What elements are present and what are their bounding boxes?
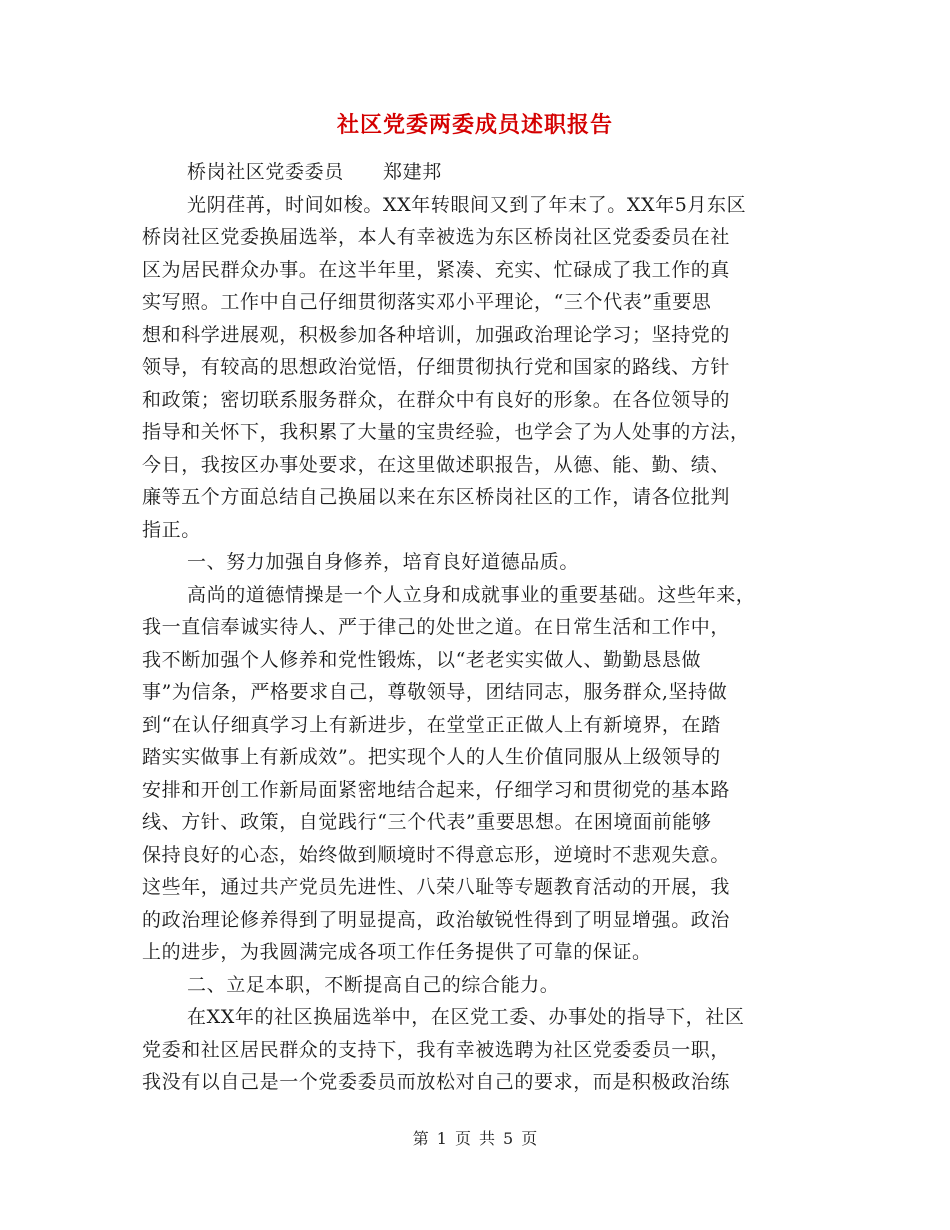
- paragraph-line: 和政策；密切联系服务群众，在群众中有良好的形象。在各位领导的: [142, 388, 731, 411]
- section-heading: 二、立足本职，不断提高自己的综合能力。: [187, 973, 560, 996]
- paragraph-line: 光阴荏苒，时间如梭。XX年转眼间又到了年末了。XX年5月东区: [187, 193, 747, 216]
- paragraph-line: 高尚的道德情操是一个人立身和成就事业的重要基础。这些年来，: [187, 583, 756, 606]
- footer-total-number: 5: [503, 1129, 514, 1148]
- section-heading: 一、努力加强自身修养，培育良好道德品质。: [187, 551, 580, 573]
- paragraph-line: 区为居民群众办事。在这半年里，紧凑、充实、忙碌成了我工作的真: [142, 258, 731, 281]
- paragraph-line: 我一直信奉诚实待人、严于律己的处世之道。在日常生活和工作中，: [142, 616, 731, 638]
- page-footer: [0, 1126, 950, 1149]
- paragraph-line: 安排和开创工作新局面紧密地结合起来，仔细学习和贯彻党的基本路: [142, 778, 731, 801]
- footer-page-word: 第: [412, 1129, 429, 1148]
- paragraph-line: 我不断加强个人修养和党性锻炼，以“老老实实做人、勤勤恳恳做: [142, 648, 702, 671]
- paragraph-line: 领导，有较高的思想政治觉悟，仔细贯彻执行党和国家的路线、方针: [142, 356, 731, 378]
- paragraph-line: 指正。: [142, 518, 201, 541]
- paragraph-line: 在XX年的社区换届选举中，在区党工委、办事处的指导下，社区: [187, 1006, 745, 1028]
- paragraph-line: 上的进步，为我圆满完成各项工作任务提供了可靠的保证。: [142, 941, 652, 963]
- paragraph-line: 我没有以自己是一个党委委员而放松对自己的要求，而是积极政治练: [142, 1071, 731, 1093]
- paragraph-line: 事”为信条，严格要求自己，尊敬领导，团结同志，服务群众,坚持做: [142, 681, 728, 703]
- paragraph-line: 廉等五个方面总结自己换届以来在东区桥岗社区的工作，请各位批判: [142, 486, 731, 508]
- footer-page-unit: 页: [454, 1129, 471, 1148]
- author-line: 桥岗社区党委委员 郑建邦: [187, 161, 442, 183]
- footer-total-word: 共: [479, 1129, 496, 1148]
- paragraph-line: 线、方针、政策，自觉践行“三个代表”重要思想。在困境面前能够: [142, 811, 712, 833]
- footer-page-number: 1: [436, 1129, 447, 1148]
- paragraph-line: 指导和关怀下，我积累了大量的宝贵经验，也学会了为人处事的方法，: [142, 421, 750, 443]
- footer-total-unit: 页: [521, 1129, 538, 1148]
- document-body: [142, 156, 810, 1099]
- document-title: 社区党委两委成员述职报告: [336, 112, 613, 138]
- paragraph-line: 桥岗社区党委换届选举，本人有幸被选为东区桥岗社区党委委员在社: [142, 226, 731, 248]
- paragraph-line: 保持良好的心态，始终做到顺境时不得意忘形，逆境时不悲观失意。: [142, 843, 731, 866]
- paragraph-line: 这些年，通过共产党员先进性、八荣八耻等专题教育活动的开展，我: [142, 876, 731, 898]
- paragraph-line: 党委和社区居民群众的支持下，我有幸被选聘为社区党委委员一职，: [142, 1038, 731, 1061]
- paragraph-line: 实写照。工作中自己仔细贯彻落实邓小平理论，“三个代表”重要思: [142, 291, 712, 313]
- paragraph-line: 踏实实做事上有新成效”。把实现个人的人生价值同服从上级领导的: [142, 746, 721, 768]
- paragraph-line: 到“在认仔细真学习上有新进步，在堂堂正正做人上有新境界，在踏: [142, 713, 721, 736]
- paragraph-line: 的政治理论修养得到了明显提高，政治敏锐性得到了明显增强。政治: [142, 908, 731, 931]
- paragraph-line: 想和科学进展观，积极参加各种培训，加强政治理论学习；坚持党的: [142, 323, 731, 346]
- paragraph-line: 今日，我按区办事处要求，在这里做述职报告，从德、能、勤、绩、: [142, 453, 731, 476]
